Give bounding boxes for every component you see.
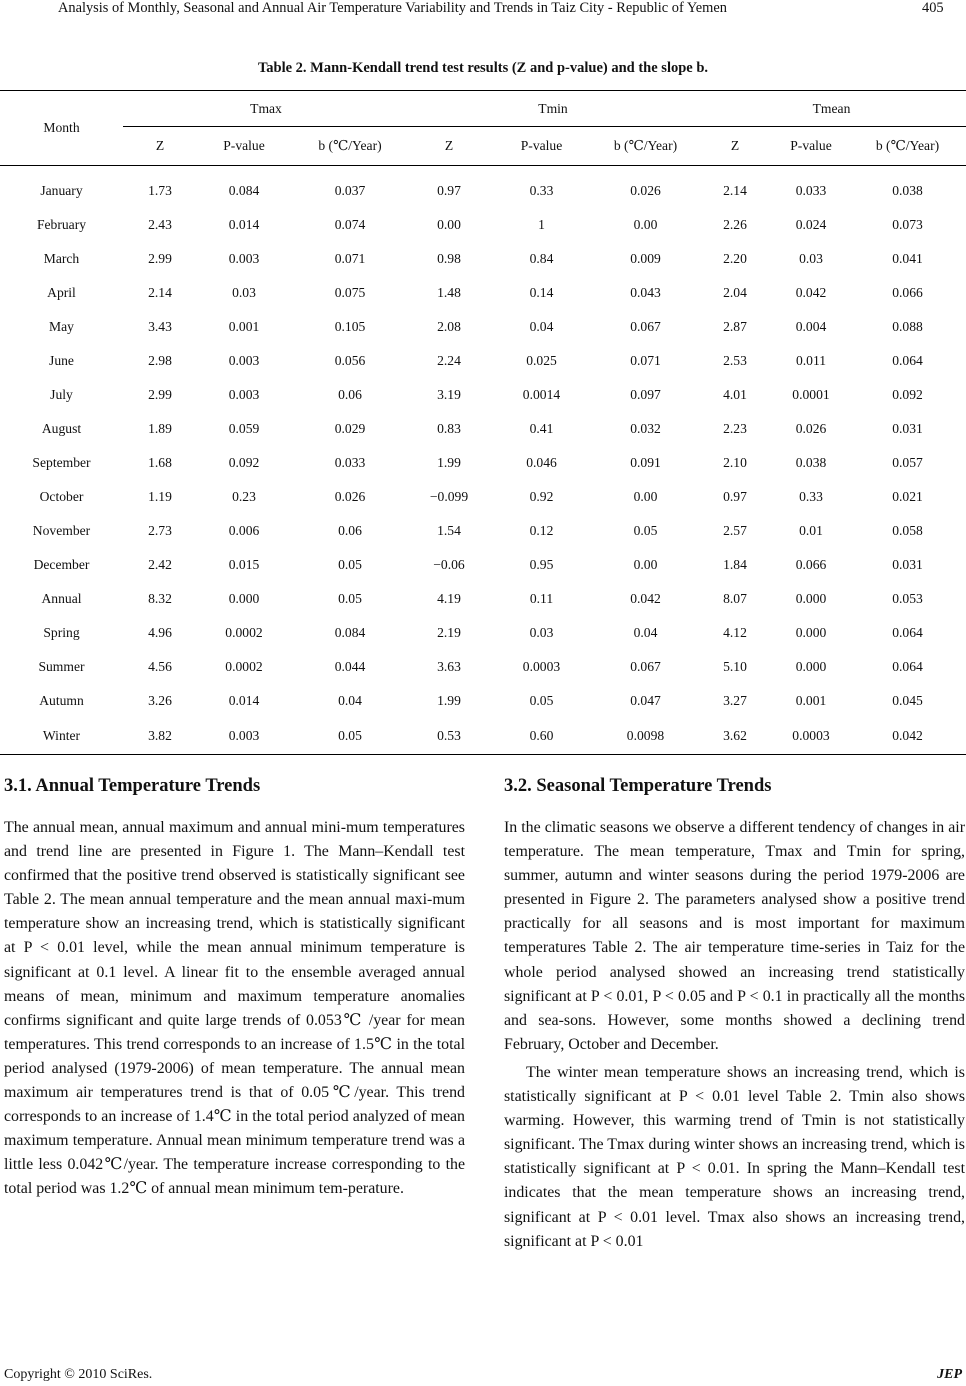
row-label: Annual bbox=[41, 591, 82, 606]
table-row bbox=[0, 208, 966, 242]
table-cell: 0.53 bbox=[409, 718, 489, 755]
table-cell: 0.042 bbox=[630, 591, 661, 606]
table-cell: 1.99 bbox=[437, 455, 461, 470]
row-label: Autumn bbox=[39, 693, 84, 708]
table-cell: −0.099 bbox=[429, 489, 469, 504]
table-cell: 0.053 bbox=[892, 591, 923, 606]
table-cell: 0.04 bbox=[633, 625, 658, 640]
table-cell: 0.067 bbox=[630, 319, 661, 334]
table-cell: 0.00 bbox=[437, 217, 461, 232]
table-cell: 0.03 bbox=[529, 625, 554, 640]
table-cell: 0.06 bbox=[338, 523, 362, 538]
row-label: December bbox=[33, 557, 90, 572]
table-cell: 0.038 bbox=[795, 455, 827, 470]
table-cell: 0.0002 bbox=[225, 625, 263, 640]
table-cell: 0.033 bbox=[795, 183, 827, 198]
row-label: June bbox=[49, 353, 74, 368]
table-cell: 0.067 bbox=[630, 659, 661, 674]
row-label: February bbox=[36, 217, 87, 232]
table-row bbox=[0, 344, 966, 378]
table-cell: 0.042 bbox=[795, 285, 827, 300]
row-label: Spring bbox=[43, 625, 80, 640]
table-row bbox=[0, 616, 966, 650]
month-header: Month bbox=[0, 91, 123, 166]
table-cell: 2.57 bbox=[723, 523, 747, 538]
table-cell: 0.003 bbox=[228, 251, 260, 266]
table-cell: 3.62 bbox=[697, 718, 773, 755]
table-cell: 2.87 bbox=[723, 319, 747, 334]
table-cell: 1.89 bbox=[148, 421, 172, 436]
table-cell: 0.003 bbox=[197, 718, 291, 755]
table-cell: 0.33 bbox=[529, 183, 554, 198]
table-cell: 0.041 bbox=[892, 251, 923, 266]
table-cell: 0.015 bbox=[228, 557, 260, 572]
table-cell: 0.026 bbox=[795, 421, 827, 436]
table-cell: 3.26 bbox=[148, 693, 172, 708]
table-cell: 0.0003 bbox=[773, 718, 849, 755]
table-cell: 0.031 bbox=[892, 421, 923, 436]
table-cell: 0.05 bbox=[529, 693, 554, 708]
table-cell: 0.006 bbox=[228, 523, 260, 538]
table-cell: 0.33 bbox=[799, 489, 823, 504]
table-row bbox=[0, 684, 966, 718]
table-row bbox=[0, 378, 966, 412]
table-cell: 4.12 bbox=[723, 625, 747, 640]
table-cell: 0.105 bbox=[334, 319, 366, 334]
mann-kendall-table bbox=[0, 90, 966, 755]
table-cell: 0.042 bbox=[849, 718, 966, 755]
table-cell: 0.071 bbox=[630, 353, 661, 368]
right-column bbox=[504, 770, 965, 1254]
table-cell: 0.00 bbox=[633, 217, 658, 232]
table-cell: 0.032 bbox=[630, 421, 661, 436]
table-cell: 3.82 bbox=[123, 718, 197, 755]
table-cell: 0.05 bbox=[291, 718, 409, 755]
table-cell: 1.54 bbox=[437, 523, 461, 538]
row-label: Summer bbox=[38, 659, 85, 674]
table-cell: 1.84 bbox=[723, 557, 747, 572]
table-cell: 0.00 bbox=[633, 489, 658, 504]
table-cell: 2.42 bbox=[148, 557, 172, 572]
table-row bbox=[0, 582, 966, 616]
group-header-tmin: Tmin bbox=[409, 91, 697, 127]
table-cell: 1.68 bbox=[148, 455, 172, 470]
table-cell: 0.064 bbox=[892, 353, 923, 368]
table-cell: 0.024 bbox=[795, 217, 827, 232]
row-label: September bbox=[32, 455, 91, 470]
table-cell: 2.14 bbox=[148, 285, 172, 300]
table-cell: 0.97 bbox=[437, 183, 461, 198]
table-cell: 0.05 bbox=[338, 591, 362, 606]
table-cell: 3.43 bbox=[148, 319, 172, 334]
table-cell: 0.025 bbox=[526, 353, 557, 368]
table-cell: 0.92 bbox=[529, 489, 554, 504]
table-cell: 0.066 bbox=[795, 557, 827, 572]
table-cell: 0.059 bbox=[228, 421, 260, 436]
table-cell: 0.000 bbox=[228, 591, 260, 606]
table-cell: 0.038 bbox=[892, 183, 923, 198]
table-cell: 2.43 bbox=[148, 217, 172, 232]
table-cell: 0.066 bbox=[892, 285, 923, 300]
table-row bbox=[0, 548, 966, 582]
table-cell: 2.08 bbox=[437, 319, 461, 334]
table-cell: 0.014 bbox=[228, 693, 260, 708]
table-cell: 4.56 bbox=[148, 659, 172, 674]
table-cell: 0.074 bbox=[334, 217, 366, 232]
table-cell: 0.12 bbox=[529, 523, 554, 538]
table-cell: 3.63 bbox=[437, 659, 461, 674]
table-cell: 0.03 bbox=[232, 285, 256, 300]
section-heading-annual: 3.1. Annual Temperature Trends bbox=[4, 776, 261, 796]
table-cell: 0.0003 bbox=[522, 659, 561, 674]
table-cell: 4.01 bbox=[723, 387, 747, 402]
table-cell: 0.092 bbox=[892, 387, 923, 402]
table-cell: 2.98 bbox=[148, 353, 172, 368]
table-cell: 0.98 bbox=[437, 251, 461, 266]
table-cell: 2.19 bbox=[437, 625, 461, 640]
table-cell: 0.003 bbox=[228, 353, 260, 368]
table-cell: 0.01 bbox=[799, 523, 823, 538]
table-cell: 3.19 bbox=[437, 387, 461, 402]
table-cell: 0.00 bbox=[633, 557, 658, 572]
table-cell: 0.95 bbox=[529, 557, 554, 572]
table-cell: 0.014 bbox=[228, 217, 260, 232]
subheader-slope: b (℃/Year) bbox=[291, 127, 409, 166]
table-cell: 2.20 bbox=[723, 251, 747, 266]
table-cell: 0.031 bbox=[892, 557, 923, 572]
table-cell: 0.073 bbox=[892, 217, 923, 232]
table-cell: 0.000 bbox=[795, 591, 827, 606]
table-row bbox=[0, 480, 966, 514]
table-cell: 0.046 bbox=[526, 455, 557, 470]
table-cell: 0.088 bbox=[892, 319, 923, 334]
group-header-tmax: Tmax bbox=[123, 91, 409, 127]
table-cell: 2.24 bbox=[437, 353, 461, 368]
table-cell: 0.044 bbox=[334, 659, 366, 674]
table-row bbox=[0, 650, 966, 684]
section-heading-seasonal: 3.2. Seasonal Temperature Trends bbox=[504, 776, 772, 796]
subheader-z: Z bbox=[409, 127, 489, 166]
row-label: November bbox=[32, 523, 91, 538]
table-cell: 0.001 bbox=[795, 693, 827, 708]
table-row bbox=[0, 310, 966, 344]
table-cell: 0.004 bbox=[795, 319, 827, 334]
row-label: October bbox=[39, 489, 84, 504]
winter-trends-paragraph: The winter mean temperature shows an increasing trend, which is statistically significant at P < 0.01 level Table 2. Tmin also shows warming. However, this warming trend of Tmin is not statistically significant. The Tmax during winter shows an increasing trend, which is statistically significant at P < 0.01. In spring the Mann–Kendall test indicates that the mean temperature shows an increasing trend, significant at P < 0.01 level. Tmax also shows an increasing trend, significant at P < 0.01 bbox=[504, 1063, 965, 1250]
table-cell: 2.53 bbox=[723, 353, 747, 368]
row-label: July bbox=[50, 387, 73, 402]
table-cell: 0.097 bbox=[630, 387, 661, 402]
table-cell: 2.73 bbox=[148, 523, 172, 538]
row-label: May bbox=[49, 319, 74, 334]
table-cell: 0.03 bbox=[799, 251, 823, 266]
table-cell: 0.003 bbox=[228, 387, 260, 402]
subheader-p-value: P-value bbox=[489, 127, 594, 166]
table-row bbox=[0, 514, 966, 548]
table-cell: 0.000 bbox=[795, 625, 827, 640]
table-cell: 0.084 bbox=[228, 183, 260, 198]
table-row bbox=[0, 276, 966, 310]
table-cell: 1.48 bbox=[437, 285, 461, 300]
table-cell: 0.41 bbox=[529, 421, 554, 436]
table-cell: 0.05 bbox=[633, 523, 658, 538]
subheader-z: Z bbox=[123, 127, 197, 166]
table-cell: 8.07 bbox=[723, 591, 747, 606]
subheader-p-value: P-value bbox=[773, 127, 849, 166]
row-label: Winter bbox=[0, 718, 123, 755]
table-row bbox=[0, 446, 966, 480]
table-cell: 0.14 bbox=[529, 285, 554, 300]
journal-abbrev: JEP bbox=[937, 1367, 962, 1382]
table-cell: 2.10 bbox=[723, 455, 747, 470]
table-cell: 0.11 bbox=[529, 591, 554, 606]
row-label: January bbox=[40, 183, 83, 198]
subheader-p-value: P-value bbox=[197, 127, 291, 166]
table-cell: 0.064 bbox=[892, 625, 923, 640]
table-cell: 8.32 bbox=[148, 591, 172, 606]
subheader-slope: b (℃/Year) bbox=[594, 127, 697, 166]
table-cell: 0.83 bbox=[437, 421, 461, 436]
table-cell: 0.092 bbox=[228, 455, 260, 470]
table-cell: 0.97 bbox=[723, 489, 747, 504]
table-cell: 0.009 bbox=[630, 251, 661, 266]
row-label: March bbox=[43, 251, 80, 266]
table-caption: Table 2. Mann-Kendall trend test results (Z and p-value) and the slope b. bbox=[257, 60, 709, 76]
table-cell: 0.06 bbox=[338, 387, 362, 402]
left-column bbox=[4, 770, 465, 1202]
table-cell: 4.96 bbox=[148, 625, 172, 640]
table-cell: 2.26 bbox=[723, 217, 747, 232]
table-cell: 0.037 bbox=[334, 183, 366, 198]
table-row bbox=[0, 166, 966, 209]
table-cell: 0.064 bbox=[892, 659, 923, 674]
row-label: August bbox=[41, 421, 82, 436]
table-cell: 2.23 bbox=[723, 421, 747, 436]
running-head: Analysis of Monthly, Seasonal and Annual Air Temperature Variability and Trends in Taiz City - Republic of Yemen bbox=[58, 0, 727, 16]
row-label: April bbox=[47, 285, 76, 300]
table-cell: 2.04 bbox=[723, 285, 747, 300]
table-cell: 0.084 bbox=[334, 625, 366, 640]
table-cell: 3.27 bbox=[723, 693, 747, 708]
copyright-notice: Copyright © 2010 SciRes. bbox=[4, 1367, 153, 1382]
table-cell: 0.05 bbox=[338, 557, 362, 572]
table-cell: 0.033 bbox=[334, 455, 366, 470]
table-cell: 1 bbox=[538, 217, 545, 232]
table-cell: 2.14 bbox=[723, 183, 747, 198]
table-cell: −0.06 bbox=[433, 557, 465, 572]
table-row bbox=[0, 718, 966, 755]
table-cell: 0.011 bbox=[795, 353, 827, 368]
table-cell: 0.04 bbox=[338, 693, 362, 708]
table-row bbox=[0, 242, 966, 276]
table-cell: 1.73 bbox=[148, 183, 172, 198]
table-cell: 0.001 bbox=[228, 319, 260, 334]
table-cell: 0.045 bbox=[892, 693, 923, 708]
table-cell: 1.99 bbox=[437, 693, 461, 708]
table-cell: 0.071 bbox=[334, 251, 366, 266]
subheader-slope: b (℃/Year) bbox=[849, 127, 966, 166]
table-cell: 0.84 bbox=[529, 251, 554, 266]
table-cell: 0.000 bbox=[795, 659, 827, 674]
table-cell: 0.0002 bbox=[225, 659, 263, 674]
table-cell: 0.60 bbox=[489, 718, 594, 755]
table-cell: 0.0001 bbox=[792, 387, 830, 402]
table-cell: 0.04 bbox=[529, 319, 554, 334]
table-cell: 0.021 bbox=[892, 489, 923, 504]
table-cell: 0.026 bbox=[334, 489, 366, 504]
table-row bbox=[0, 412, 966, 446]
table-cell: 0.091 bbox=[630, 455, 661, 470]
table-cell: 0.043 bbox=[630, 285, 661, 300]
table-cell: 0.23 bbox=[232, 489, 256, 504]
table-cell: 2.99 bbox=[148, 251, 172, 266]
table-cell: 0.0014 bbox=[522, 387, 561, 402]
table-cell: 0.047 bbox=[630, 693, 661, 708]
subheader-z: Z bbox=[697, 127, 773, 166]
table-cell: 0.075 bbox=[334, 285, 366, 300]
table-cell: 5.10 bbox=[723, 659, 747, 674]
group-header-tmean: Tmean bbox=[697, 91, 966, 127]
table-cell: 0.058 bbox=[892, 523, 923, 538]
table-cell: 0.026 bbox=[630, 183, 661, 198]
table-cell: 4.19 bbox=[437, 591, 461, 606]
table-cell: 0.0098 bbox=[594, 718, 697, 755]
table-cell: 0.029 bbox=[334, 421, 366, 436]
page-number: 405 bbox=[922, 0, 944, 16]
table-cell: 2.99 bbox=[148, 387, 172, 402]
annual-trends-paragraph: The annual mean, annual maximum and annual mini-mum temperatures and trend line are presented in Figure 1. The Mann–Kendall test confirmed that the positive trend observed is statistically significant see Table 2. The mean annual temperature and the mean annual maxi-mum temperature show an increasing trend, which is statistically significant at P < 0.01 level, while the mean annual minimum temperature is significant at 0.1 level. A linear fit to the ensemble averaged annual means of mean, minimum and maximum temperature anomalies confirms significant and quite large trends of 0.053℃ /year for mean temperatures. This trend corresponds to an increase of 1.5℃ in the total period analysed (1979-2006) of mean temperature. The annual mean maximum air temperatures trend is that of 0.05℃/year. This trend corresponds to an increase of 1.4℃ in the total period analyzed of mean maximum temperature. Annual mean minimum temperature trend was a little less 0.042℃/year. The temperature increase corresponding to the total period was 1.2℃ of annual mean minimum tem-perature. bbox=[4, 819, 465, 1198]
table-cell: 1.19 bbox=[148, 489, 172, 504]
table-cell: 0.056 bbox=[334, 353, 366, 368]
seasonal-trends-paragraph: In the climatic seasons we observe a different tendency of changes in air temperature. The mean temperature, Tmax and Tmin for spring, summer, autumn and winter seasons during the period 1979-2006 are presented in Figure 2. The parameters analysed show a positive trend practically for all seasons and is most important for maximum temperatures Table 2. The air temperature time-series in Taiz for the whole period analysed showed an increasing trend statistically significant at P < 0.01, P < 0.05 and P < 0.1 in practically all the months and sea-sons. However, some months showed a declining trend February, October and December. bbox=[504, 819, 965, 1053]
table-cell: 0.057 bbox=[892, 455, 923, 470]
